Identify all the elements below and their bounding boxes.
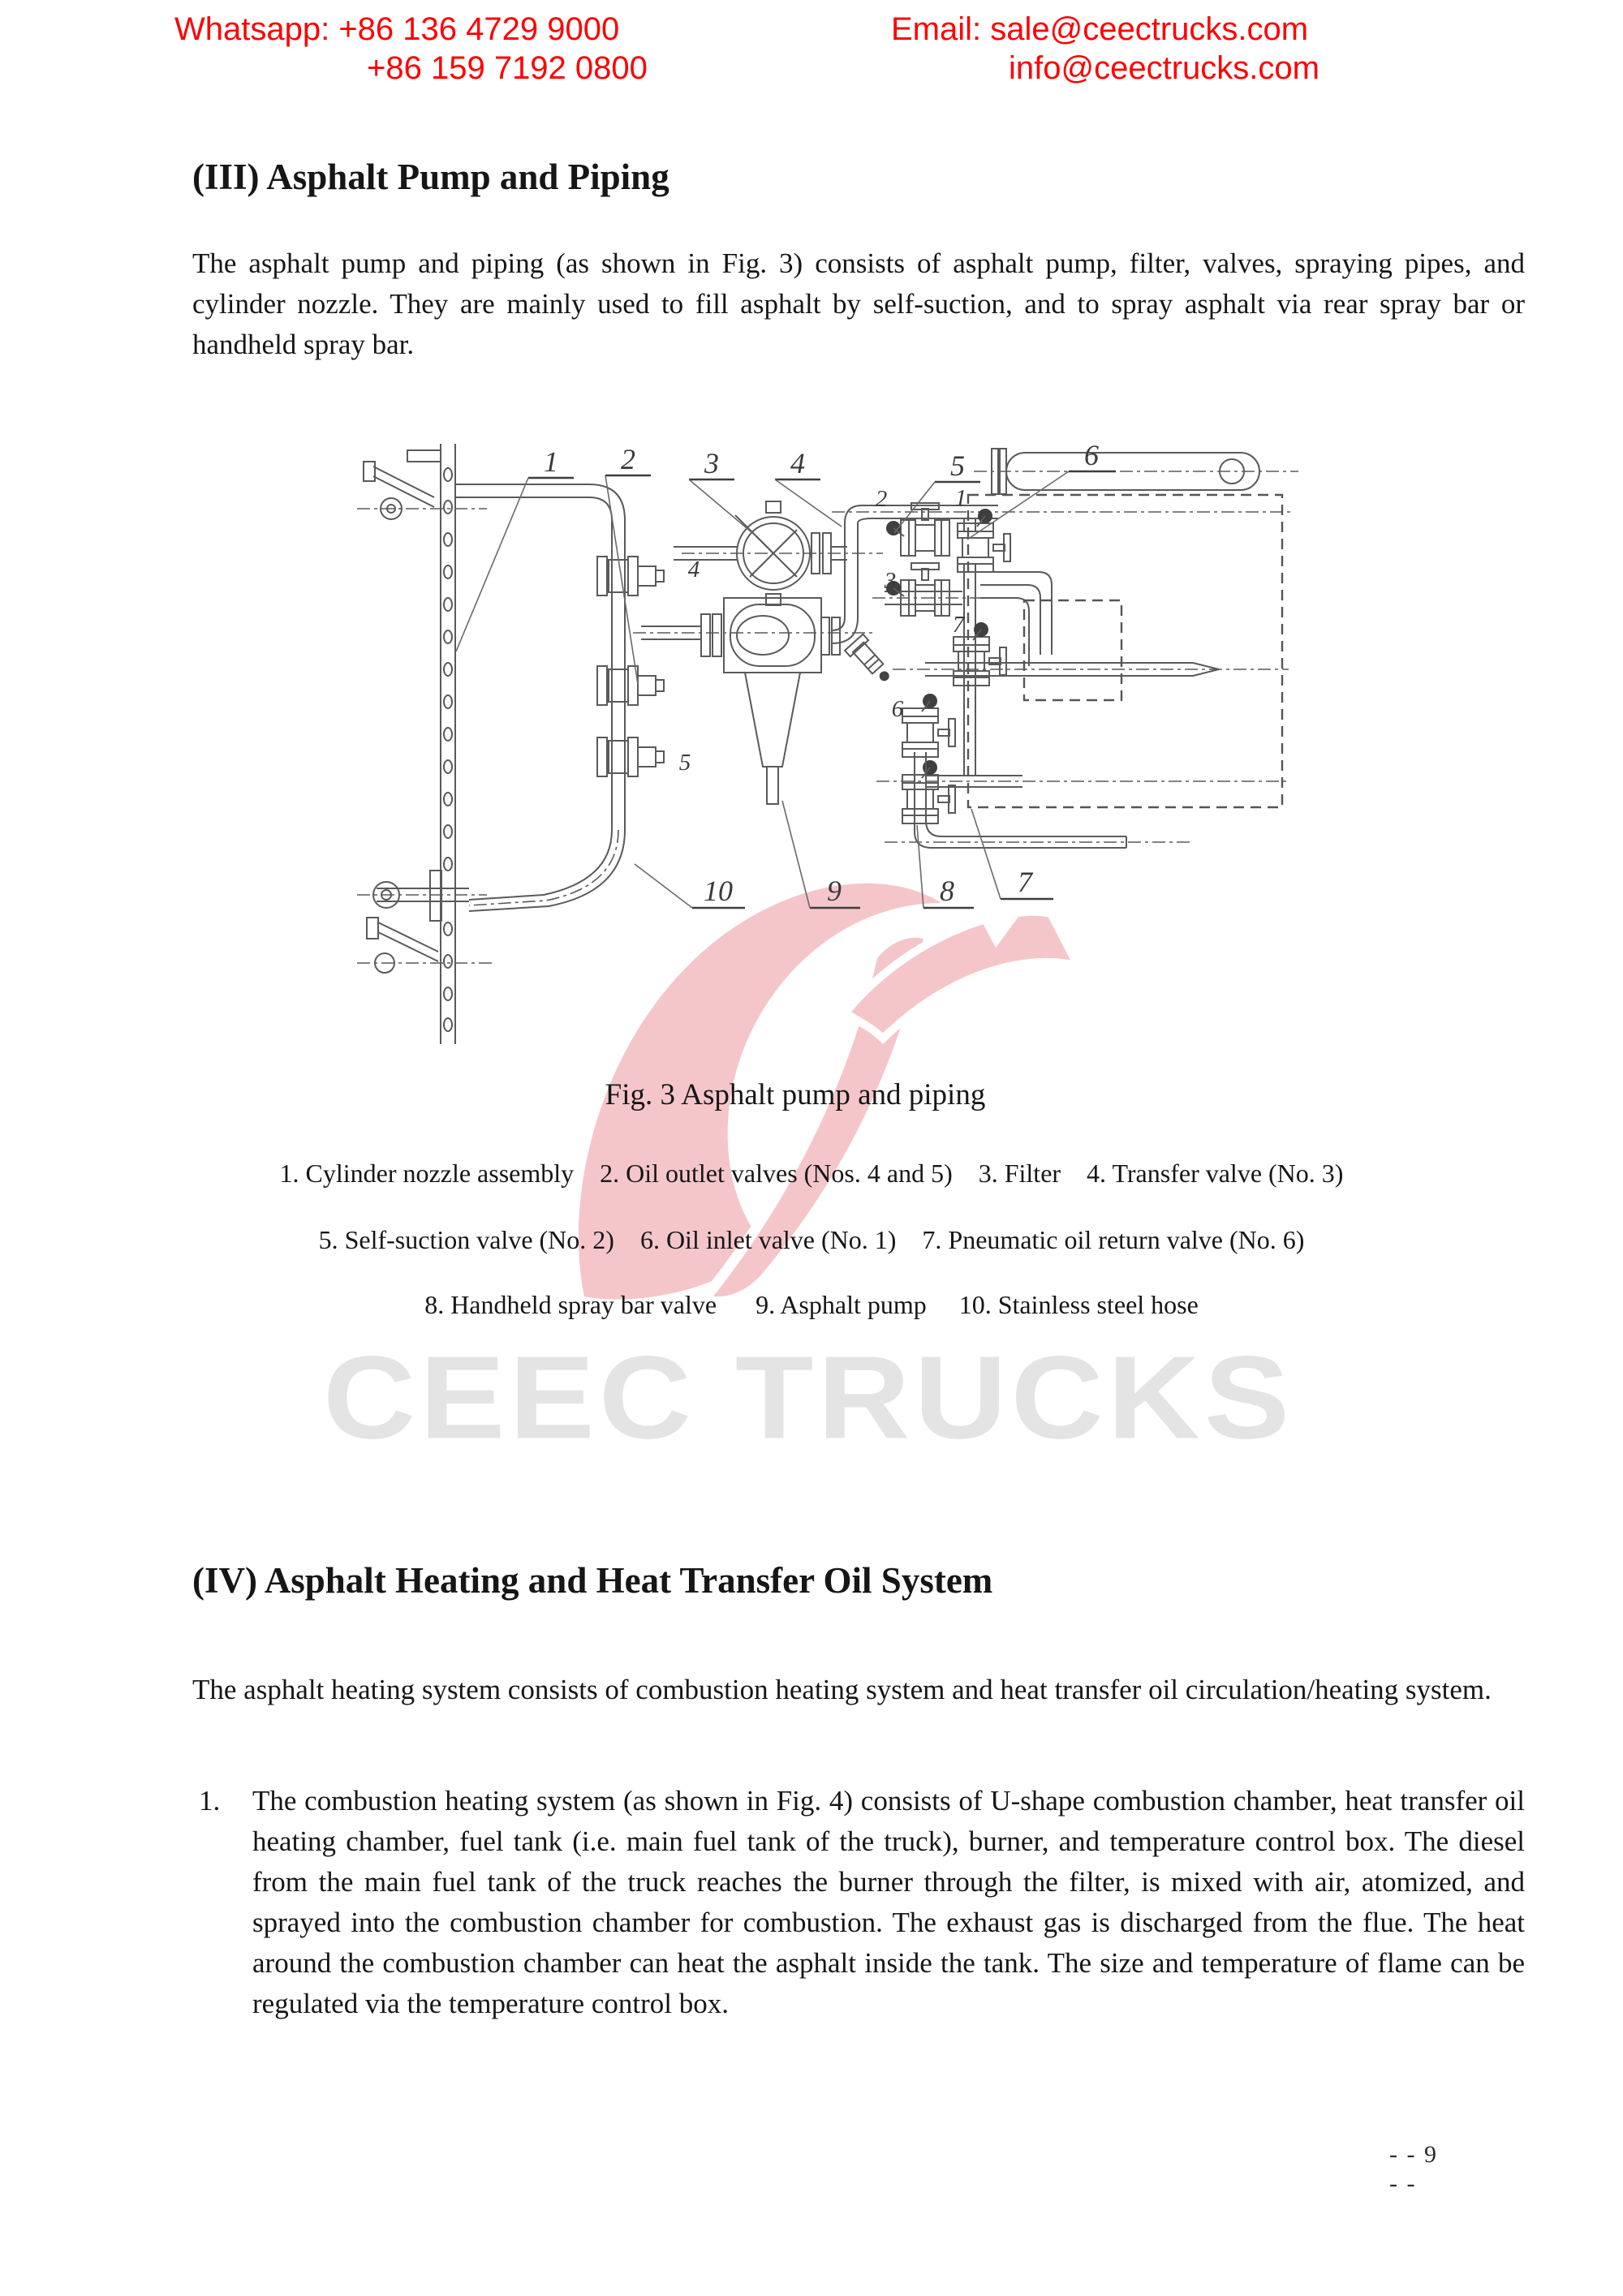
part-label-4: 4 <box>687 557 700 583</box>
callouts-top <box>456 439 1116 684</box>
callout-3: 3 <box>704 447 719 479</box>
callout-5: 5 <box>950 449 965 482</box>
part-label-1: 1 <box>954 485 967 511</box>
page-number-line1: - - 9 <box>1389 2141 1438 2168</box>
page-number <box>1389 2140 1438 2199</box>
callout-6: 6 <box>1084 439 1099 471</box>
callouts-bottom <box>635 801 1053 908</box>
callout-9: 9 <box>827 875 842 907</box>
part-label-7: 7 <box>952 612 965 638</box>
ceec-trucks-watermark: CEEC TRUCKS <box>323 1331 1294 1464</box>
part-label-6: 6 <box>891 696 904 722</box>
part-label-2: 2 <box>875 486 888 512</box>
section-iv-heading: (IV) Asphalt Heating and Heat Transfer Oil System <box>192 1560 993 1601</box>
email-line2: info@ceectrucks.com <box>1009 50 1319 86</box>
handheld-spray-bar <box>974 449 1298 494</box>
section-iv-list-item-1 <box>199 1781 1525 2024</box>
asphalt-pump-piping-diagram <box>357 426 1331 1067</box>
figure-legend-line3: 8. Handheld spray bar valve 9. Asphalt pump 10. Stainless steel hose <box>424 1290 1199 1319</box>
section-iv-paragraph: The asphalt heating system consists of combustion heating system and heat transfer oil circulation/heating system. <box>192 1674 1492 1705</box>
callout-4: 4 <box>790 447 805 479</box>
section-iii-heading: (III) Asphalt Pump and Piping <box>192 157 669 197</box>
whatsapp-line2: +86 159 7192 0800 <box>367 50 648 86</box>
inner-box-outline <box>1024 600 1121 700</box>
left-pipe-run <box>455 484 737 830</box>
filter-unit <box>682 501 883 605</box>
list-item-number: 1. <box>199 1785 221 1817</box>
stainless-steel-hose <box>469 830 625 911</box>
contact-whatsapp <box>174 10 648 88</box>
list-item-text: The combustion heating system (as shown in Fig. 4) consists of U-shape combustion chamber, heat transfer oil heating chamber, fuel tank (i.e. main fuel tank of the truck), burner, and temperature control box. The diesel from the main fuel tank of the truck reaches the burner through the filter, is mixed with air, atomized, and sprayed into the combustion chamber for combustion. The exhaust gas is discharged from the flue. The heat around the combustion chamber can heat the asphalt inside the tank. The size and temperature of flame can be regulated via the temperature control box. <box>252 1785 1525 2019</box>
page-number-line2: - - <box>1389 2170 1417 2197</box>
figure-legend-line2: 5. Self-suction valve (No. 2) 6. Oil inlet valve (No. 1) 7. Pneumatic oil return valve (No. 6) <box>318 1225 1305 1254</box>
figure-legend-line1: 1. Cylinder nozzle assembly 2. Oil outlet valves (Nos. 4 and 5) 3. Filter 4. Transfer valve (No. 3) <box>279 1159 1344 1188</box>
callout-2: 2 <box>621 443 635 475</box>
contact-email <box>891 10 1319 88</box>
tank-outline <box>968 495 1282 807</box>
callout-10: 10 <box>704 875 733 907</box>
callout-1: 1 <box>544 445 558 478</box>
figure-caption: Fig. 3 Asphalt pump and piping <box>605 1078 986 1111</box>
whatsapp-line1: Whatsapp: +86 136 4729 9000 <box>174 11 620 47</box>
lower-rail-bracket <box>357 871 495 973</box>
email-line1: Email: sale@ceectrucks.com <box>891 11 1309 47</box>
part-label-5: 5 <box>678 750 691 776</box>
mounting-rail <box>441 444 455 1044</box>
pneumatic-actuator <box>845 634 897 688</box>
callout-7: 7 <box>1018 866 1032 898</box>
callout-8: 8 <box>940 875 954 907</box>
section-iii-paragraph: The asphalt pump and piping (as shown in Fig. 3) consists of asphalt pump, filter, valves, spraying pipes, and cylinder nozzle. They are mainly used to fill asphalt by self-suction, and to spray asphalt via rear spray bar or handheld spray bar. <box>192 247 1525 360</box>
part-label-3: 3 <box>884 568 897 594</box>
